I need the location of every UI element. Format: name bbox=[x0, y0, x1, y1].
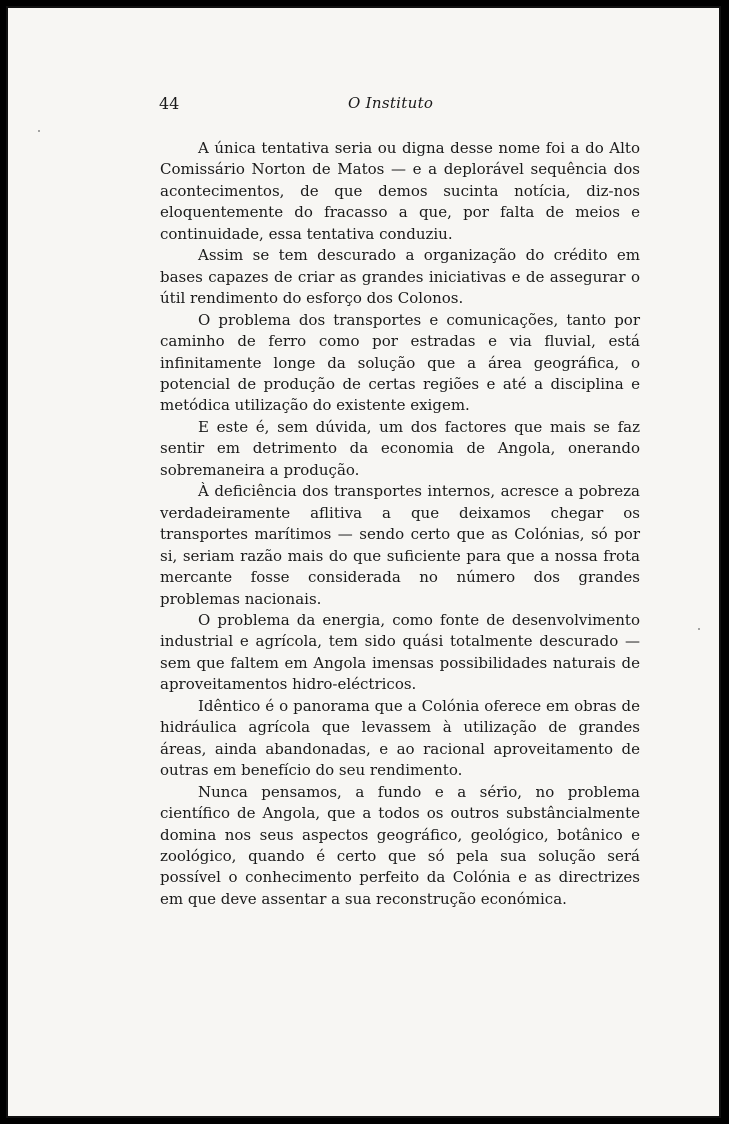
paragraph: À deficiência dos transportes internos, acresce a pobreza verdadeiramente aflitiva a que deixamos chegar os transportes marítimos — sendo certo que as Colónias, só por si, seriam razão mais do que suficiente para que a nossa frota mercante fosse considerada no número dos grandes problemas nacionais. bbox=[160, 482, 640, 608]
running-title: O Instituto bbox=[348, 94, 434, 112]
paper-speck bbox=[698, 628, 700, 630]
paragraph: Idêntico é o panorama que a Colónia oferece em obras de hidráulica agrícola que levassem à utilização de grandes áreas, ainda abandonadas, e ao racional aproveitamento de outras em benefício do seu rendimento. bbox=[160, 696, 640, 780]
paragraph: O problema da energia, como fonte de desenvolvimento industrial e agrícola, tem sido quási totalmente descurado — sem que faltem em Angola imensas possibilidades naturais de aproveitamentos hidro-eléctricos. bbox=[160, 610, 640, 694]
paragraph: Nunca pensamos, a fundo e a sério, no problema científico de Angola, que a todos os outros substâncialmente domina nos seus aspectos geográfico, geológico, botânico e zoológico, quando é certo que só pela sua solução será possível o conhecimento perfeito da Colónia e as directrizes em que deve assentar a sua reconstrução económica. bbox=[160, 782, 640, 908]
body-text bbox=[160, 138, 640, 910]
paper-speck bbox=[38, 130, 40, 132]
paragraph: Assim se tem descurado a organização do crédito em bases capazes de criar as grandes iniciativas e de assegurar o útil rendimento do esforço dos Colonos. bbox=[160, 246, 640, 308]
paragraph: E este é, sem dúvida, um dos factores que mais se faz sentir em detrimento da economia de Angola, onerando sobremaneira a produção. bbox=[160, 417, 640, 479]
paragraph: A única tentativa seria ou digna desse nome foi a do Alto Comissário Norton de Matos — e a deplorável sequência dos acontecimentos, de que demos sucinta notícia, diz-nos eloquentemente do fracasso a que, por falta de meios e continuidade, essa tentativa conduziu. bbox=[160, 139, 640, 243]
page-header bbox=[155, 94, 645, 114]
page-number: 44 bbox=[159, 94, 180, 113]
paragraph: O problema dos transportes e comunicações, tanto por caminho de ferro como por estradas e via fluvial, está infinitamente longe da solução que a área geográfica, o potencial de produção de certas regiões e até a disciplina e metódica utilização do existente exigem. bbox=[160, 310, 640, 415]
